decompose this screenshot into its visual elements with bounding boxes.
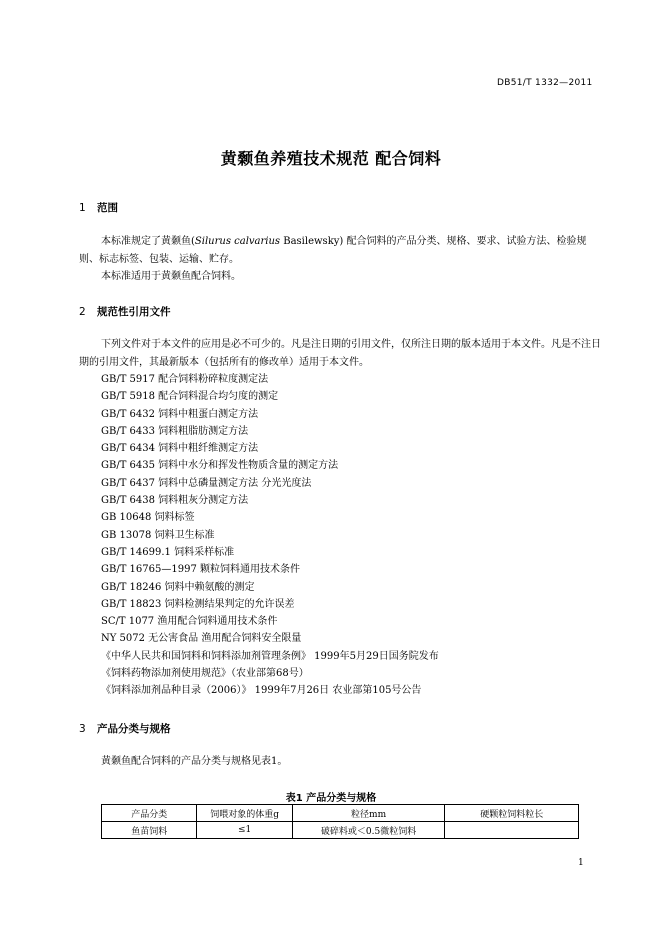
reference-item: 《中华人民共和国饲料和饲料添加剂管理条例》 1999年5月29日国务院发布 — [101, 650, 439, 662]
classification-paragraph: 黄颡鱼配合饲料的产品分类与规格见表1。 — [101, 756, 288, 767]
references-intro-paragraph: 下列文件对于本文件的应用是必不可少的。凡是注日期的引用文件，仅所注日期的版本适用于本文件。凡是不注日期的引用文件，其最新版本（包括所有的修改单）适用于本文件。 — [79, 339, 601, 368]
section-3-title: 产品分类与规格 — [97, 723, 171, 735]
reference-item: GB/T 5917 配合饲料粉碎粒度测定法 — [101, 374, 269, 385]
product-spec-table — [101, 804, 579, 839]
reference-item: GB/T 6435 饲料中水分和挥发性物质含量的测定方法 — [101, 460, 339, 472]
section-3-heading — [79, 721, 171, 736]
applicability-paragraph: 本标准适用于黄颡鱼配合饲料。 — [101, 271, 241, 282]
reference-item: SC/T 1077 渔用配合饲料通用技术条件 — [101, 616, 278, 628]
reference-item: GB/T 16765—1997 颗粒饲料通用技术条件 — [101, 564, 300, 576]
table-header-row — [102, 805, 579, 822]
table-cell: 鱼苗饲料 — [102, 822, 197, 839]
reference-item: GB/T 6437 饲料中总磷量测定方法 分光光度法 — [101, 477, 312, 489]
section-3-number: 3 — [79, 723, 86, 735]
section-2-heading — [79, 304, 171, 319]
reference-item: NY 5072 无公害食品 渔用配合饲料安全限量 — [101, 633, 302, 645]
reference-item: GB/T 6433 饲料粗脂肪测定方法 — [101, 425, 249, 437]
reference-item: GB/T 6432 饲料中粗蛋白测定方法 — [101, 408, 259, 420]
page-number: 1 — [578, 858, 584, 868]
scope-latin-name: Silurus calvarius — [194, 236, 281, 247]
table-row — [102, 822, 579, 839]
section-1-title: 范围 — [97, 202, 118, 214]
section-1-body — [79, 233, 601, 286]
table-header-cell: 硬颗粒饲料粒长 — [445, 805, 579, 822]
reference-item: GB/T 14699.1 饲料采样标准 — [101, 546, 235, 558]
section-3-body — [79, 753, 601, 771]
reference-item: GB 13078 饲料卫生标准 — [101, 529, 215, 541]
reference-item: GB/T 6438 饲料粗灰分测定方法 — [101, 495, 249, 507]
reference-list — [101, 371, 601, 700]
table-header-cell: 饲喂对象的体重g — [197, 805, 292, 822]
standard-code: DB51/T 1332—2011 — [497, 78, 593, 88]
table-cell: 破碎料或＜0.5微粒饲料 — [292, 822, 445, 839]
table-header-cell: 产品分类 — [102, 805, 197, 822]
table-header-cell: 粒径mm — [292, 805, 445, 822]
scope-text-post: Basilewsky) 配合饲料的产品分类、规格、要求、试验方法、检验规则、标志标签、包装、运输、贮存。 — [79, 236, 587, 265]
reference-item: GB/T 18246 饲料中赖氨酸的测定 — [101, 581, 255, 593]
scope-text-pre: 本标准规定了黄颡鱼( — [101, 236, 195, 247]
scope-paragraph — [79, 233, 601, 268]
reference-item: GB/T 5918 配合饲料混合均匀度的测定 — [101, 391, 279, 403]
section-2-intro — [79, 336, 601, 371]
table-cell — [445, 822, 579, 839]
document-title: 黄颡鱼养殖技术规范 配合饲料 — [220, 149, 442, 168]
table-cell: ≤1 — [197, 822, 292, 839]
section-1-heading — [79, 200, 118, 215]
reference-item: GB/T 6434 饲料中粗纤维测定方法 — [101, 443, 259, 455]
reference-item: GB/T 18823 饲料检测结果判定的允许误差 — [101, 598, 295, 610]
section-1-number: 1 — [79, 202, 86, 214]
table-caption: 表1 产品分类与规格 — [285, 793, 377, 804]
reference-item: GB 10648 饲料标签 — [101, 512, 195, 524]
reference-item: 《饲料药物添加剂使用规范》（农业部第68号） — [101, 668, 309, 680]
reference-item: 《饲料添加剂品种目录（2006）》 1999年7月26日 农业部第105号公告 — [101, 685, 422, 697]
section-2-number: 2 — [79, 306, 86, 318]
section-2-title: 规范性引用文件 — [97, 306, 171, 318]
